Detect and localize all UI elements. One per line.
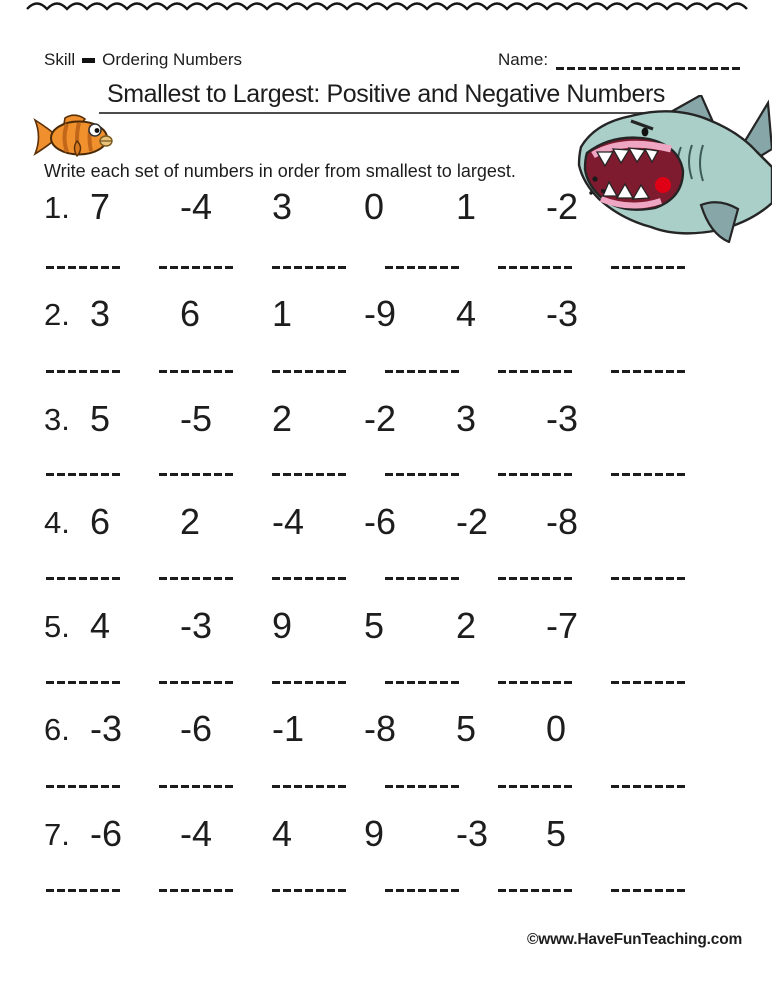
answer-blank[interactable] <box>611 565 688 580</box>
name-line-group <box>498 50 742 70</box>
number-value: -4 <box>180 813 213 854</box>
dash-icon <box>82 58 95 63</box>
number-value: -4 <box>180 186 213 227</box>
number-value: -5 <box>180 398 213 439</box>
number-value: 1 <box>456 186 477 227</box>
question-row-7 <box>0 813 772 859</box>
question-row-4 <box>0 501 772 547</box>
goldfish-clipart <box>33 111 117 161</box>
answer-blank[interactable] <box>272 565 349 580</box>
answer-blank[interactable] <box>498 254 575 269</box>
number-value: -9 <box>364 293 397 334</box>
number-value: 3 <box>456 398 477 439</box>
number-value: 4 <box>90 605 111 646</box>
answer-blank[interactable] <box>611 461 688 476</box>
skill-line <box>44 50 242 70</box>
answer-blank[interactable] <box>385 461 462 476</box>
number-value: 4 <box>272 813 293 854</box>
question-row-2 <box>0 293 772 339</box>
number-value: -4 <box>272 501 305 542</box>
answer-blank[interactable] <box>385 254 462 269</box>
number-value: 0 <box>546 708 567 749</box>
number-value: 2 <box>180 501 201 542</box>
number-value: -6 <box>364 501 397 542</box>
answer-blank[interactable] <box>498 669 575 684</box>
answer-blank[interactable] <box>46 461 123 476</box>
answer-blank[interactable] <box>498 877 575 892</box>
number-value: -3 <box>546 398 579 439</box>
answer-blank[interactable] <box>159 358 236 373</box>
answer-blank[interactable] <box>159 565 236 580</box>
skill-value: Ordering Numbers <box>102 50 242 69</box>
answer-blank[interactable] <box>498 565 575 580</box>
instruction-text: Write each set of numbers in order from smallest to largest. <box>44 161 516 181</box>
number-value: 7 <box>90 186 111 227</box>
answer-blank[interactable] <box>159 877 236 892</box>
question-number: 2. <box>44 297 70 332</box>
number-value: -7 <box>546 605 579 646</box>
answer-blank[interactable] <box>611 773 688 788</box>
question-row-5 <box>0 605 772 651</box>
question-row-6 <box>0 708 772 754</box>
question-number: 3. <box>44 402 70 437</box>
number-value: -3 <box>90 708 123 749</box>
name-write-in-line[interactable] <box>556 55 742 70</box>
answer-blank[interactable] <box>272 461 349 476</box>
answer-blank[interactable] <box>46 669 123 684</box>
answer-blank[interactable] <box>611 877 688 892</box>
number-value: -3 <box>456 813 489 854</box>
answer-blanks-row-1 <box>46 254 746 270</box>
question-number: 5. <box>44 609 70 644</box>
number-value: -1 <box>272 708 305 749</box>
number-value: 2 <box>272 398 293 439</box>
number-value: 9 <box>364 813 385 854</box>
answer-blank[interactable] <box>46 773 123 788</box>
answer-blank[interactable] <box>46 565 123 580</box>
question-number: 4. <box>44 505 70 540</box>
question-number: 7. <box>44 817 70 852</box>
answer-blank[interactable] <box>159 773 236 788</box>
number-value: -3 <box>180 605 213 646</box>
answer-blank[interactable] <box>385 669 462 684</box>
number-value: 5 <box>364 605 385 646</box>
answer-blank[interactable] <box>46 254 123 269</box>
number-value: -2 <box>456 501 489 542</box>
answer-blank[interactable] <box>272 877 349 892</box>
answer-blanks-row-3 <box>46 461 746 477</box>
number-value: -6 <box>90 813 123 854</box>
answer-blank[interactable] <box>498 773 575 788</box>
answer-blanks-row-5 <box>46 669 746 685</box>
number-value: 2 <box>456 605 477 646</box>
page-title: Smallest to Largest: Positive and Negative Numbers <box>99 80 673 114</box>
answer-blank[interactable] <box>272 358 349 373</box>
number-value: -8 <box>364 708 397 749</box>
question-row-3 <box>0 398 772 444</box>
answer-blank[interactable] <box>611 254 688 269</box>
number-value: 1 <box>272 293 293 334</box>
answer-blank[interactable] <box>159 254 236 269</box>
answer-blank[interactable] <box>46 877 123 892</box>
name-label: Name: <box>498 50 549 69</box>
number-value: 4 <box>456 293 477 334</box>
answer-blank[interactable] <box>272 773 349 788</box>
answer-blank[interactable] <box>385 773 462 788</box>
copyright-credit: ©www.HaveFunTeaching.com <box>527 931 743 948</box>
number-value: 0 <box>364 186 385 227</box>
question-number: 6. <box>44 712 70 747</box>
answer-blank[interactable] <box>385 358 462 373</box>
answer-blanks-row-7 <box>46 877 746 893</box>
number-value: 6 <box>180 293 201 334</box>
answer-blank[interactable] <box>611 669 688 684</box>
answer-blanks-row-4 <box>46 565 746 581</box>
answer-blank[interactable] <box>272 254 349 269</box>
answer-blank[interactable] <box>46 358 123 373</box>
number-value: -3 <box>546 293 579 334</box>
number-value: 3 <box>90 293 111 334</box>
answer-blank[interactable] <box>498 358 575 373</box>
answer-blank[interactable] <box>159 669 236 684</box>
top-border-decoration <box>26 0 748 13</box>
number-value: -6 <box>180 708 213 749</box>
answer-blank[interactable] <box>159 461 236 476</box>
answer-blanks-row-6 <box>46 773 746 789</box>
number-value: -8 <box>546 501 579 542</box>
number-value: 5 <box>456 708 477 749</box>
answer-blank[interactable] <box>385 877 462 892</box>
number-value: 5 <box>546 813 567 854</box>
answer-blank[interactable] <box>272 669 349 684</box>
number-value: -2 <box>546 186 579 227</box>
number-value: 5 <box>90 398 111 439</box>
answer-blank[interactable] <box>385 565 462 580</box>
skill-label: Skill <box>44 50 76 69</box>
number-value: 3 <box>272 186 293 227</box>
number-value: -2 <box>364 398 397 439</box>
question-number: 1. <box>44 190 70 225</box>
answer-blank[interactable] <box>611 358 688 373</box>
number-value: 6 <box>90 501 111 542</box>
number-value: 9 <box>272 605 293 646</box>
question-row-1 <box>0 186 772 232</box>
answer-blank[interactable] <box>498 461 575 476</box>
answer-blanks-row-2 <box>46 358 746 374</box>
